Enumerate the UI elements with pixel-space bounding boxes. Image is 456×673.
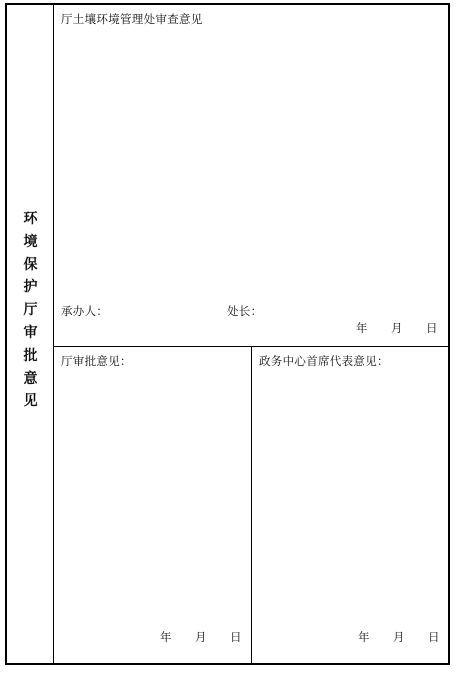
dept-approval-section [54,347,252,663]
chief-representative-title: 政务中心首席代表意见： [259,354,389,368]
chief-label: 处长： [227,304,263,318]
approval-form-table [5,3,450,665]
approval-date [160,630,242,644]
side-title-char: 意 [23,370,38,387]
review-date [356,321,438,335]
soil-dept-review-title: 厅土壤环境管理处审查意见 [61,12,203,26]
date-year-label: 年 [160,630,172,644]
side-title-char: 见 [23,393,38,410]
handler-label: 承办人： [61,304,109,318]
date-month-label: 月 [393,630,405,644]
dept-approval-title: 厅审批意见： [61,354,132,368]
side-title-char: 厅 [23,302,38,319]
side-title-char: 保 [23,256,38,273]
date-month-label: 月 [195,630,207,644]
representative-date [358,630,440,644]
date-day-label: 日 [428,630,440,644]
side-title-column [7,5,54,663]
side-title-char: 护 [23,279,38,296]
date-month-label: 月 [391,321,403,335]
date-day-label: 日 [230,630,242,644]
date-year-label: 年 [356,321,368,335]
side-title-char: 批 [23,347,38,364]
side-title [7,208,54,413]
date-day-label: 日 [426,321,438,335]
side-title-char: 审 [23,324,38,341]
chief-representative-section [252,347,448,663]
side-title-char: 境 [23,233,38,250]
date-year-label: 年 [358,630,370,644]
side-title-char: 环 [23,211,38,227]
soil-dept-review-section [54,5,448,347]
